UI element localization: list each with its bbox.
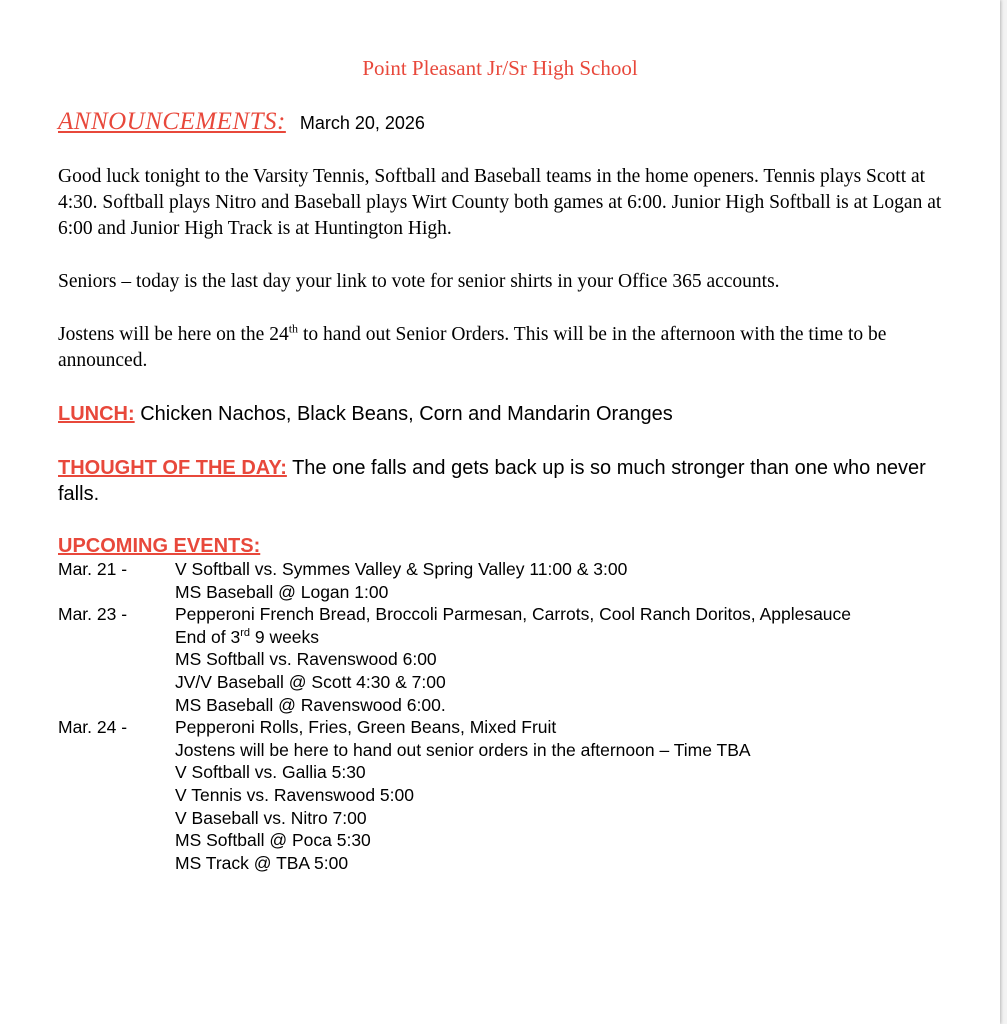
announcements-header: [58, 108, 425, 136]
event-item: Jostens will be here to hand out senior orders in the afternoon – Time TBA: [175, 739, 751, 760]
event-item: MS Softball @ Poca 5:30: [175, 830, 371, 851]
lunch-line: [58, 401, 958, 427]
event-item: JV/V Baseball @ Scott 4:30 & 7:00: [175, 671, 446, 692]
upcoming-events-heading: UPCOMING EVENTS:: [58, 535, 261, 557]
event-items: [175, 716, 978, 874]
event-item: V Softball vs. Gallia 5:30: [175, 762, 366, 783]
lunch-label: LUNCH:: [58, 403, 135, 425]
announcements-date: March 20, 2026: [299, 113, 425, 133]
jostens-text-start: Jostens will be here on the 24: [58, 324, 289, 345]
paragraph-home-openers: Good luck tonight to the Varsity Tennis, Softball and Baseball teams in the home openers. Tennis plays Scott at 4:30. Softball plays Nitro and Baseball plays Wirt County both games at 6:00. Junior High Softball is at Logan at 6:00 and Junior High Track is at Huntington High.: [58, 166, 942, 239]
event-items: [175, 603, 978, 716]
event-item: MS Track @ TBA 5:00: [175, 852, 349, 873]
event-group-mar-24: [58, 716, 978, 874]
event-date: Mar. 24 -: [58, 717, 128, 738]
event-date: Mar. 21 -: [58, 559, 128, 579]
lunch-menu: Chicken Nachos, Black Beans, Corn and Mandarin Oranges: [134, 403, 673, 425]
event-item: V Softball vs. Symmes Valley & Spring Valley 11:00 & 3:00: [175, 559, 628, 579]
event-item: MS Baseball @ Logan 1:00: [175, 581, 389, 602]
end-of-weeks-superscript: rd: [240, 626, 250, 639]
events-list: [58, 558, 978, 874]
thought-of-the-day: [58, 455, 938, 507]
event-item: Pepperoni Rolls, Fries, Green Beans, Mixed Fruit: [175, 717, 557, 738]
event-group-mar-21: [58, 558, 978, 603]
event-item: MS Softball vs. Ravenswood 6:00: [175, 649, 437, 670]
school-title: Point Pleasant Jr/Sr High School: [362, 56, 638, 80]
event-date: Mar. 23 -: [58, 604, 128, 625]
event-group-mar-23: [58, 603, 978, 716]
end-of-weeks-start: End of 3: [175, 626, 241, 647]
event-item: V Tennis vs. Ravenswood 5:00: [175, 784, 414, 805]
jostens-superscript: th: [288, 321, 299, 336]
upcoming-events-heading-row: [58, 533, 958, 559]
thought-label: THOUGHT OF THE DAY:: [58, 457, 287, 479]
event-items: [175, 558, 978, 603]
thought-text: The one falls and gets back up is so much stronger than one who never falls.: [58, 457, 926, 505]
paragraph-jostens: [58, 322, 958, 374]
announcements-heading: ANNOUNCEMENTS:: [58, 108, 286, 135]
event-item-end-of-weeks: [175, 626, 978, 649]
event-item: V Baseball vs. Nitro 7:00: [175, 807, 367, 828]
event-item: MS Baseball @ Ravenswood 6:00.: [175, 694, 446, 715]
jostens-text-end: to hand out Senior Orders. This will be in the afternoon with the time to be announced.: [58, 324, 887, 371]
paragraph-senior-shirts: Seniors – today is the last day your link to vote for senior shirts in your Office 365 accounts.: [58, 271, 780, 292]
end-of-weeks-end: 9 weeks: [249, 626, 320, 647]
event-item: Pepperoni French Bread, Broccoli Parmesan, Carrots, Cool Ranch Doritos, Applesauce: [175, 604, 852, 625]
